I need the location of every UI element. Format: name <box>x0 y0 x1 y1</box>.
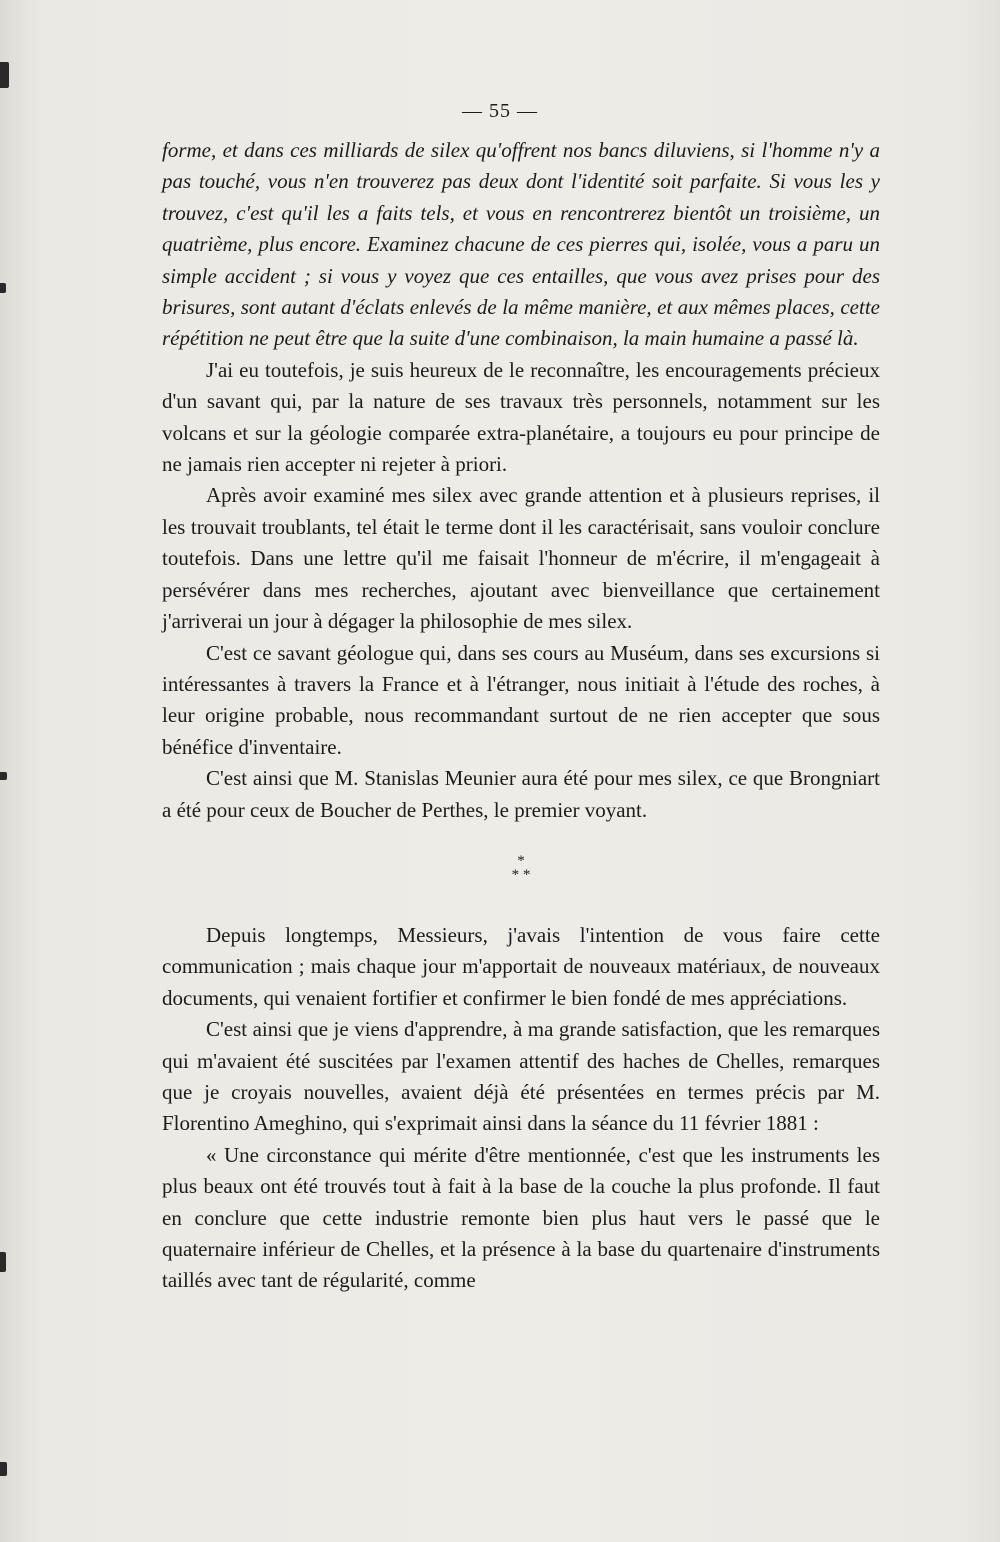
paragraph: Après avoir examiné mes silex avec grande attention et à plusieurs reprises, il les trouvait troublants, tel était le terme dont il les caractérisait, sans vouloir conclure toutefois. Dans une lettre qu'il me faisait l'honneur de m'écrire, il m'engageait à persévérer dans mes recherches, ajoutant avec bienveillance que certainement j'arriverai un jour à dégager la philosophie de mes silex. <box>162 483 880 634</box>
paragraph: Depuis longtemps, Messieurs, j'avais l'intention de vous faire cette communication ; mais chaque jour m'apportait de nouveaux matériaux, de nouveaux documents, qui venaient fortifier et confirmer le bien fondé de mes appréciations. <box>162 922 880 1010</box>
binding-mark <box>0 1462 7 1476</box>
binding-mark <box>0 283 6 293</box>
asterism-top: * <box>517 852 525 869</box>
asterism-bottom: * * <box>511 866 531 883</box>
paragraph: C'est ainsi que je viens d'apprendre, à ma grande satisfaction, que les remarques qui m'avaient été suscitées par l'examen attentif des haches de Chelles, remarques que je croyais nouvelles, avaient déjà été présentées en termes précis par M. Florentino Ameghino, qui s'exprimait ainsi dans la séance du 11 février 1881 : <box>162 1017 880 1136</box>
section-asterism <box>162 854 880 882</box>
paragraph: J'ai eu toutefois, je suis heureux de le reconnaître, les encouragements précieux d'un savant qui, par la nature de ses travaux très personnels, notamment sur les volcans et sur la géologie comparée extra-planétaire, a toujours eu pour principe de ne jamais rien accepter ni rejeter à priori. <box>162 357 880 477</box>
paragraph: C'est ce savant géologue qui, dans ses cours au Muséum, dans ses excursions si intéressantes à travers la France et à l'étranger, nous initiait à l'étude des roches, à leur origine probable, nous recommandant surtout de ne rien accepter que sous bénéfice d'inventaire. <box>162 640 880 759</box>
paragraph: C'est ainsi que M. Stanislas Meunier aura été pour mes silex, ce que Brongniart a été pour ceux de Boucher de Perthes, le premier voyant. <box>162 766 880 822</box>
binding-mark <box>0 772 7 780</box>
page-number: — 55 — <box>462 100 538 122</box>
body-text <box>162 135 880 1297</box>
binding-mark <box>0 62 9 88</box>
binding-mark <box>0 1252 6 1272</box>
quotation-paragraph: « Une circonstance qui mérite d'être mentionnée, c'est que les instruments les plus beaux ont été trouvés tout à fait à la base de la couche la plus profonde. Il faut en conclure que cette industrie remonte bien plus haut vers le passé que le quaternaire inférieur de Chelles, et la présence à la base du quartenaire d'instruments taillés avec tant de régularité, comme <box>162 1142 880 1293</box>
quoted-paragraph: forme, et dans ces milliards de silex qu'offrent nos bancs diluviens, si l'homme n'y a pas touché, vous n'en trouverez pas deux dont l'identité soit parfaite. Si vous les y trouvez, c'est qu'il les a faits tels, et vous en rencontrerez bientôt un troisième, un quatrième, plus encore. Examinez chacune de ces pierres qui, isolée, vous a paru un simple accident ; si vous y voyez que ces entailles, que vous avez prises pour des brisures, sont autant d'éclats enlevés de la même manière, et aux mêmes places, cette répétition ne peut être que la suite d'une combinaison, la main humaine a passé là. <box>162 138 880 351</box>
